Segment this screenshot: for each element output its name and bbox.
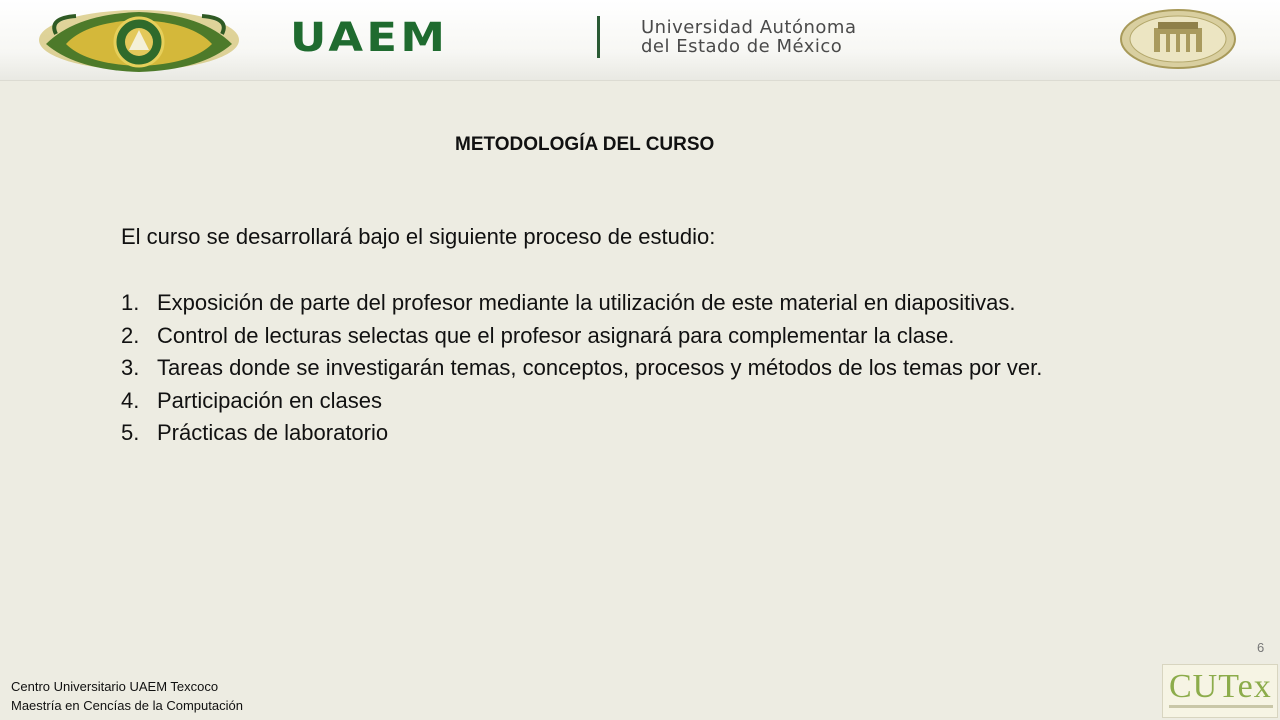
intro-text: El curso se desarrollará bajo el siguiente proceso de estudio: — [121, 224, 716, 249]
list-item-text: Control de lecturas selectas que el profesor asignará para complementar la clase. — [157, 322, 955, 348]
footer — [11, 677, 243, 715]
uaem-seal-icon — [36, 4, 242, 74]
cutex-logo — [1162, 664, 1278, 718]
cutex-logo-underline — [1169, 705, 1273, 708]
methodology-list — [121, 287, 1042, 450]
list-item-number: 3. — [121, 355, 140, 380]
list-item-text: Tareas donde se investigarán temas, conceptos, procesos y métodos de los temas por ver. — [157, 355, 1043, 380]
footer-line2: Maestría en Cencías de la Computación — [11, 698, 243, 713]
list-item-text: Prácticas de laboratorio — [157, 420, 389, 445]
header-banner — [0, 0, 1280, 81]
uaem-wordmark: UAEM — [290, 15, 449, 61]
list-item-number: 2. — [121, 322, 140, 348]
university-name-line1: Universidad Autónoma — [641, 17, 857, 38]
page-number: 6 — [1257, 640, 1265, 655]
list-item-text: Exposición de parte del profesor mediante la utilización de este material en diapositivas. — [157, 290, 1016, 315]
list-item — [121, 385, 1042, 418]
list-item — [121, 417, 1042, 450]
list-item — [121, 287, 1042, 320]
list-item-number: 1. — [121, 290, 140, 315]
list-item — [121, 352, 1042, 385]
university-name — [641, 18, 856, 56]
footer-line1: Centro Universitario UAEM Texcoco — [11, 679, 219, 694]
list-item — [121, 320, 1042, 353]
slide-title: METODOLOGÍA DEL CURSO — [455, 134, 715, 155]
building-seal-icon — [1118, 8, 1238, 70]
cutex-logo-text: CUTex — [1169, 668, 1272, 705]
header-divider — [597, 16, 600, 58]
list-item-number: 5. — [121, 420, 140, 445]
list-item-number: 4. — [121, 387, 140, 413]
university-name-line2: del Estado de México — [641, 36, 843, 57]
list-item-text: Participación en clases — [157, 387, 383, 413]
